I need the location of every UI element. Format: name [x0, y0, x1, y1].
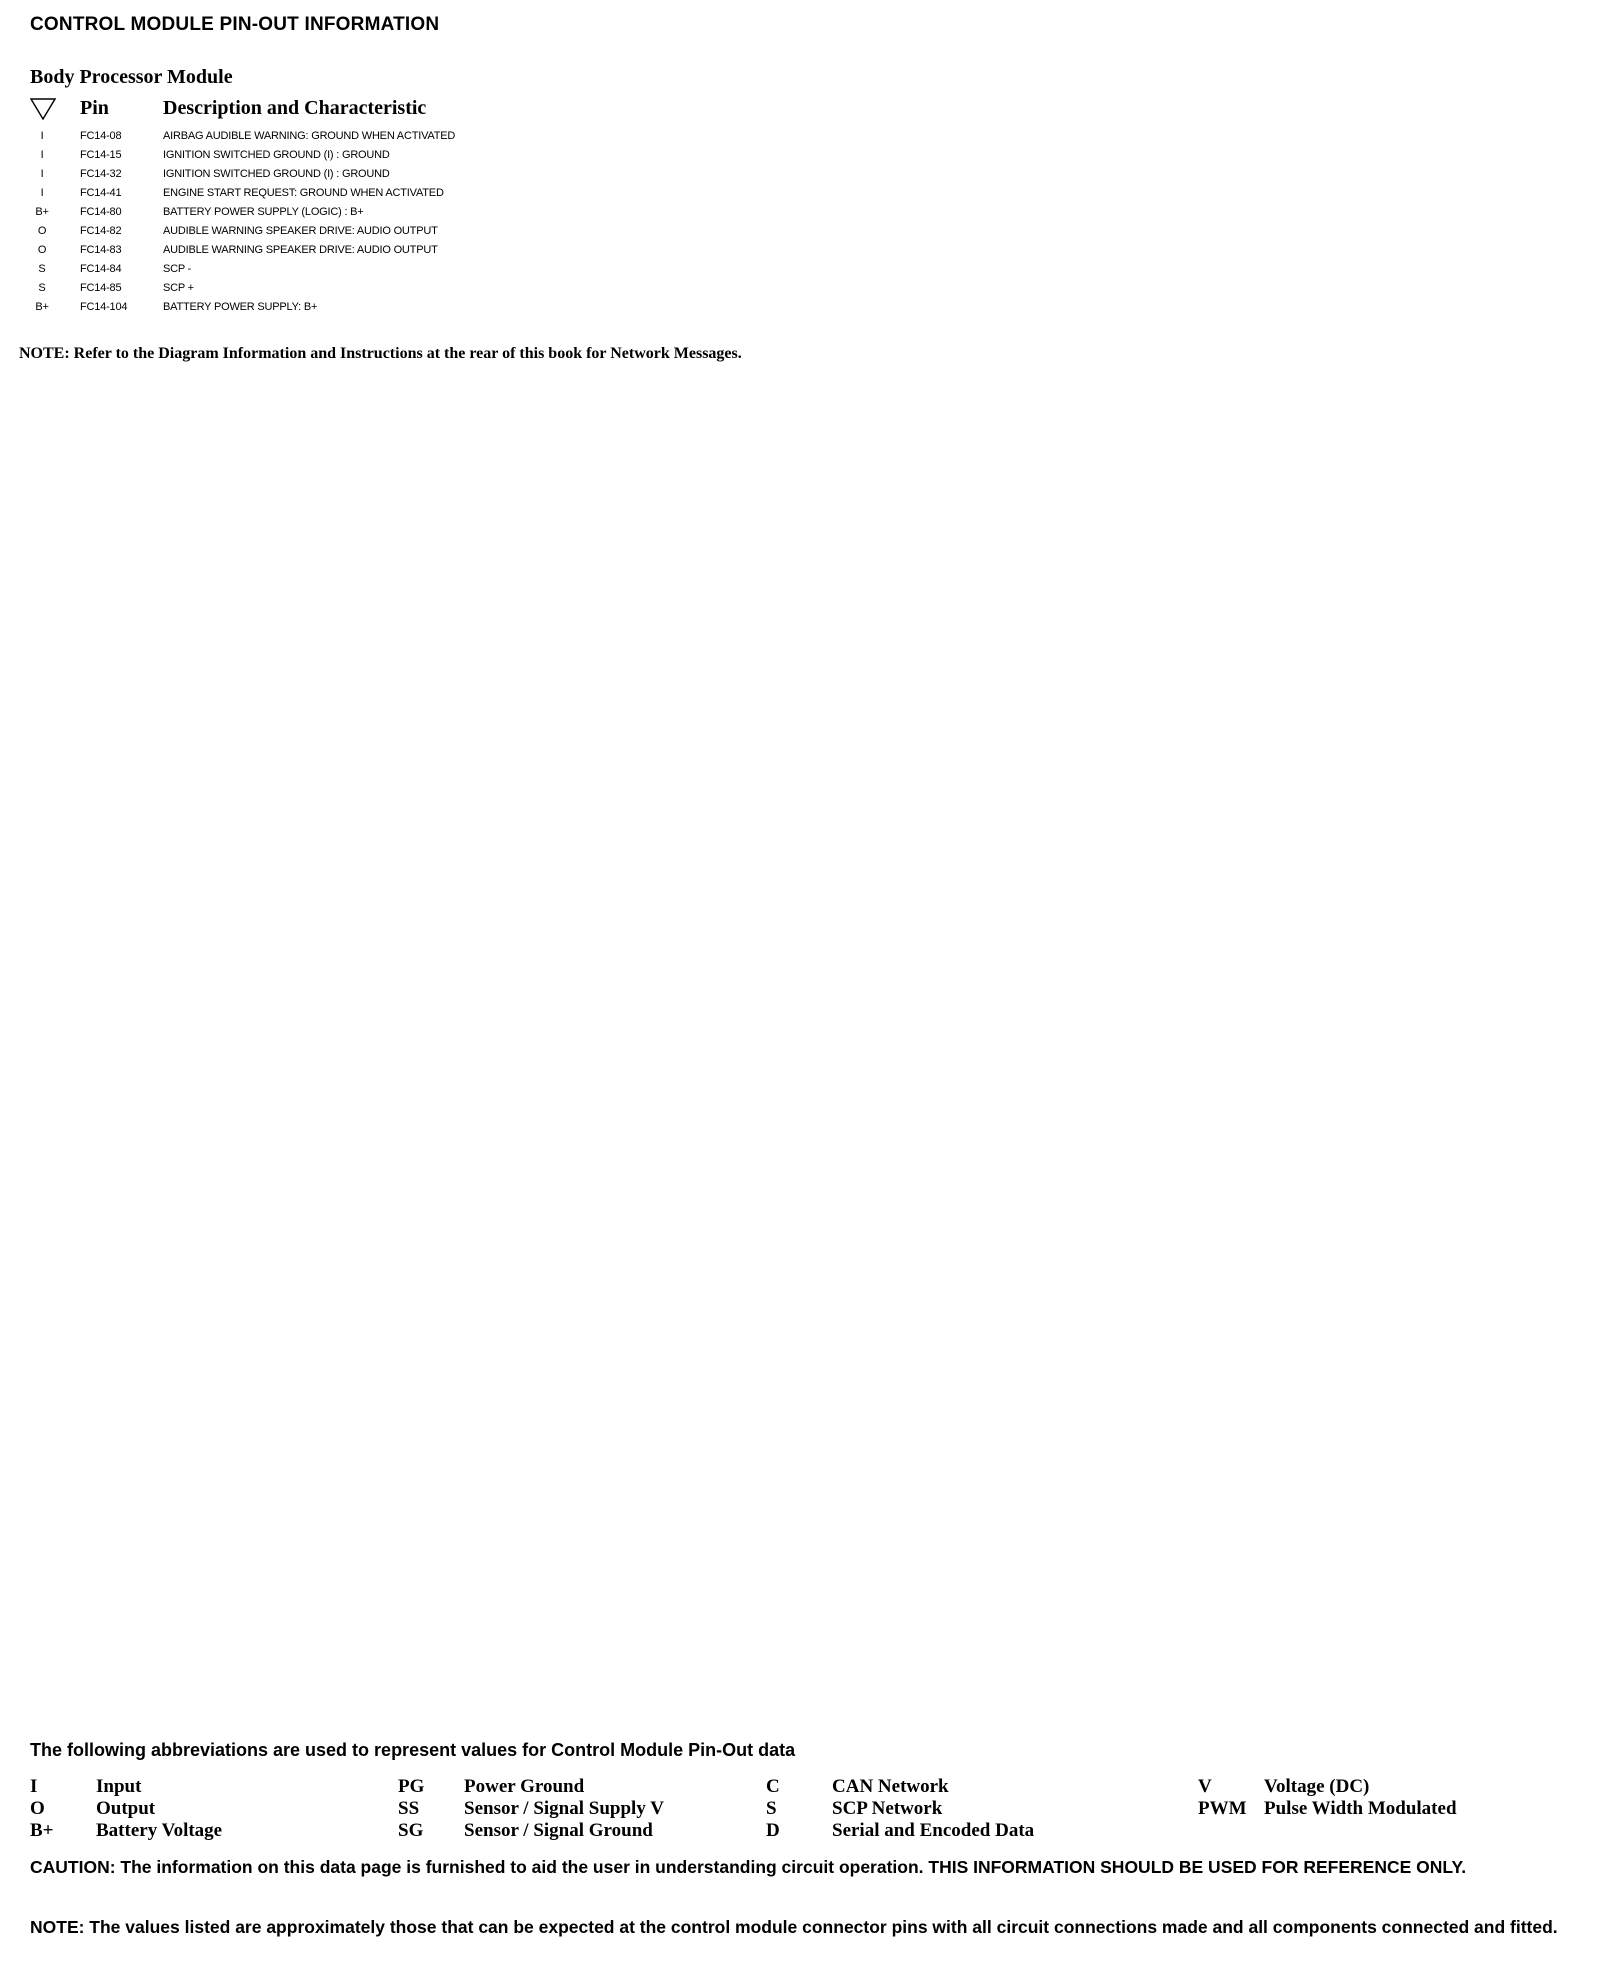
pin-id-cell: FC14-82: [80, 225, 122, 237]
abbreviation-code: SG: [398, 1820, 424, 1841]
abbreviation-code: B+: [30, 1820, 54, 1841]
pin-description-cell: IGNITION SWITCHED GROUND (I) : GROUND: [163, 168, 390, 180]
pin-id-cell: FC14-08: [80, 130, 122, 142]
pin-id-cell: FC14-83: [80, 244, 122, 256]
pin-type-cell: I: [40, 168, 44, 180]
page-title: CONTROL MODULE PIN-OUT INFORMATION: [30, 14, 440, 35]
pin-description-cell: BATTERY POWER SUPPLY: B+: [163, 301, 318, 313]
module-name: Body Processor Module: [30, 66, 233, 88]
description-column-header: Description and Characteristic: [163, 97, 427, 119]
abbreviation-code: S: [766, 1798, 777, 1819]
abbreviation-meaning: Pulse Width Modulated: [1264, 1798, 1457, 1819]
pin-type-cell: I: [40, 187, 44, 199]
abbreviation-meaning: Sensor / Signal Ground: [464, 1820, 653, 1841]
abbreviation-code: PWM: [1198, 1798, 1247, 1819]
pin-description-cell: IGNITION SWITCHED GROUND (I) : GROUND: [163, 149, 390, 161]
abbreviation-meaning: Output: [96, 1798, 156, 1819]
abbreviation-code: C: [766, 1776, 780, 1797]
network-messages-note: NOTE: Refer to the Diagram Information and Instructions at the rear of this book for Network Messages.: [19, 345, 742, 362]
pin-id-cell: FC14-41: [80, 187, 122, 199]
pin-id-cell: FC14-84: [80, 263, 122, 275]
values-note: NOTE: The values listed are approximately those that can be expected at the control module connector pins with all circuit connections made and all components connected and fitted.: [30, 1917, 1558, 1937]
abbreviation-code: SS: [398, 1798, 420, 1819]
pin-type-cell: B+: [35, 301, 49, 313]
pin-type-cell: S: [38, 282, 46, 294]
triangle-down-icon: [30, 98, 56, 120]
pin-id-cell: FC14-80: [80, 206, 122, 218]
pin-type-cell: S: [38, 263, 46, 275]
abbreviation-code: PG: [398, 1776, 425, 1797]
abbreviation-code: V: [1198, 1776, 1212, 1797]
abbreviation-meaning: Sensor / Signal Supply V: [464, 1798, 664, 1819]
pin-type-cell: I: [40, 149, 44, 161]
pin-description-cell: AUDIBLE WARNING SPEAKER DRIVE: AUDIO OUTPUT: [163, 244, 438, 256]
pin-id-cell: FC14-32: [80, 168, 122, 180]
pin-description-cell: AUDIBLE WARNING SPEAKER DRIVE: AUDIO OUTPUT: [163, 225, 438, 237]
abbreviation-meaning: Battery Voltage: [96, 1820, 223, 1841]
abbreviation-meaning: SCP Network: [832, 1798, 943, 1819]
abbreviation-meaning: Power Ground: [464, 1776, 585, 1797]
abbreviation-code: D: [766, 1820, 780, 1841]
abbreviation-meaning: CAN Network: [832, 1776, 949, 1797]
pin-id-cell: FC14-15: [80, 149, 122, 161]
abbreviation-code: O: [30, 1798, 45, 1819]
pin-type-cell: O: [37, 244, 47, 256]
pin-type-cell: O: [37, 225, 47, 237]
pin-description-cell: SCP +: [163, 282, 194, 294]
caution-text: CAUTION: The information on this data page is furnished to aid the user in understanding circuit operation. THIS INFORMATION SHOULD BE USED FOR REFERENCE ONLY.: [30, 1857, 1467, 1877]
abbreviations-intro: The following abbreviations are used to represent values for Control Module Pin-Out data: [30, 1740, 796, 1760]
abbreviation-meaning: Input: [96, 1776, 142, 1797]
pin-column-header: Pin: [80, 97, 109, 119]
pin-id-cell: FC14-104: [80, 301, 128, 313]
abbreviation-meaning: Serial and Encoded Data: [832, 1820, 1035, 1841]
abbreviation-code: I: [30, 1776, 38, 1797]
pin-description-cell: ENGINE START REQUEST: GROUND WHEN ACTIVATED: [163, 187, 444, 199]
pin-type-cell: I: [40, 130, 44, 142]
pin-description-cell: SCP -: [163, 263, 192, 275]
abbreviation-meaning: Voltage (DC): [1264, 1776, 1370, 1797]
pin-type-cell: B+: [35, 206, 49, 218]
pin-description-cell: BATTERY POWER SUPPLY (LOGIC) : B+: [163, 206, 364, 218]
pin-description-cell: AIRBAG AUDIBLE WARNING: GROUND WHEN ACTIVATED: [163, 130, 456, 142]
pin-id-cell: FC14-85: [80, 282, 122, 294]
